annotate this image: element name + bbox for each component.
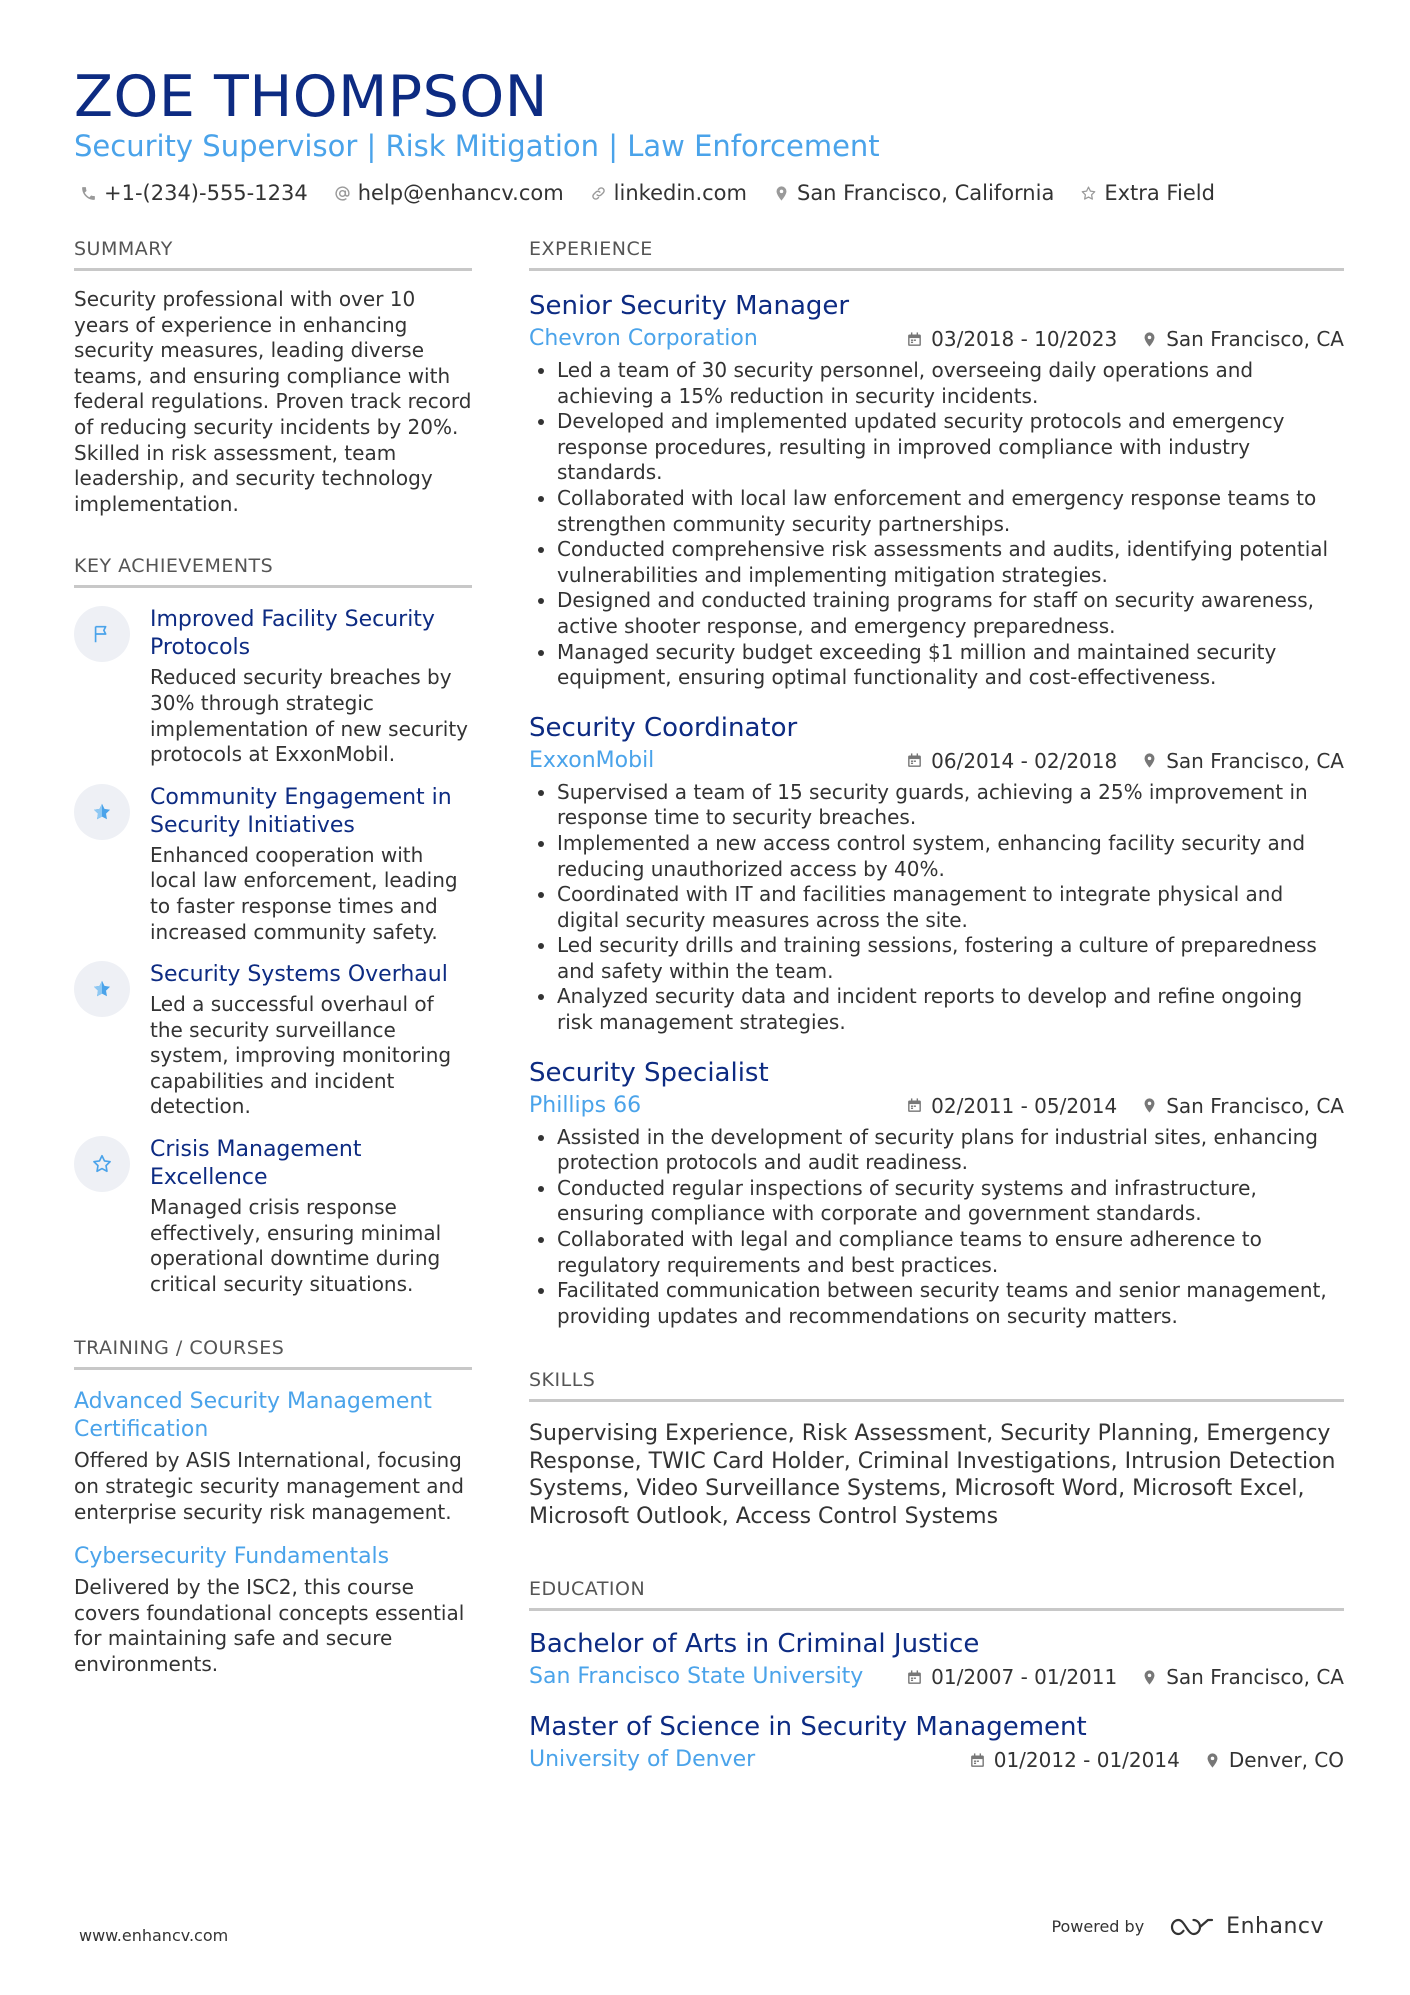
experience-section bbox=[529, 236, 1344, 1329]
job-bullets bbox=[529, 358, 1344, 691]
contact-email[interactable] bbox=[334, 181, 564, 205]
infinity-logo-icon bbox=[1168, 1915, 1216, 1939]
job-bullet: • Collaborated with legal and compliance teams to ensure adherence to regulatory requirements and best practices. bbox=[557, 1227, 1344, 1278]
achievement-icon-badge bbox=[74, 606, 130, 662]
course-desc: Delivered by the ISC2, this course covers foundational concepts essential for maintaining safe and secure environments. bbox=[74, 1575, 465, 1676]
calendar-icon bbox=[906, 1097, 923, 1114]
job-location bbox=[1141, 749, 1344, 773]
education-meta-right bbox=[969, 1748, 1344, 1772]
job-bullet: • Supervised a team of 15 security guards, achieving a 25% improvement in response time to security breaches. bbox=[557, 780, 1344, 831]
job-bullet: • Designed and conducted training programs for staff on security awareness, active shooter response, and emergency preparedness. bbox=[557, 588, 1344, 639]
email-text: help@enhancv.com bbox=[357, 181, 564, 205]
brand-name: Enhancv bbox=[1226, 1914, 1324, 1939]
achievement-icon-badge bbox=[74, 961, 130, 1017]
achievement-item bbox=[74, 961, 472, 1120]
job-bullet: • Implemented a new access control system, enhancing facility security and reducing unauthorized access by 40%. bbox=[557, 831, 1344, 882]
education-location bbox=[1204, 1748, 1344, 1772]
contact-phone[interactable] bbox=[80, 181, 308, 205]
school-name: University of Denver bbox=[529, 1747, 756, 1773]
education-meta-right bbox=[906, 1665, 1344, 1689]
location-pin-icon bbox=[1204, 1752, 1221, 1769]
skills-section bbox=[529, 1367, 1344, 1530]
achievement-icon-badge bbox=[74, 784, 130, 840]
company-name: Chevron Corporation bbox=[529, 326, 758, 351]
star-outline-icon bbox=[1080, 185, 1097, 202]
job-location-text: San Francisco, CA bbox=[1166, 748, 1344, 773]
degree-title: Master of Science in Security Management bbox=[529, 1712, 1087, 1743]
job-dates bbox=[906, 327, 1117, 351]
job-entry bbox=[529, 1056, 1344, 1330]
job-entry bbox=[529, 289, 1344, 691]
job-meta bbox=[529, 324, 1344, 354]
link-icon bbox=[590, 185, 607, 202]
education-dates-text: 01/2007 - 01/2011 bbox=[931, 1665, 1118, 1690]
achievement-title: Security Systems Overhaul bbox=[150, 962, 448, 988]
calendar-icon bbox=[906, 331, 923, 348]
star-icon bbox=[91, 801, 113, 823]
location-pin-icon bbox=[1141, 1097, 1158, 1114]
achievement-title: Community Engagement in Security Initiatives bbox=[150, 784, 452, 838]
job-bullet: • Developed and implemented updated security protocols and emergency response procedures, resulting in improved compliance with industry standards. bbox=[557, 409, 1344, 486]
job-bullet: • Led a team of 30 security personnel, overseeing daily operations and achieving a 15% reduction in security incidents. bbox=[557, 358, 1344, 409]
location-pin-icon bbox=[1141, 752, 1158, 769]
job-location-text: San Francisco, CA bbox=[1166, 327, 1344, 351]
summary-text: Security professional with over 10 years of experience in enhancing security measures, leading diverse teams, and ensuring compliance with federal regulations. Proven track record of reducing security incidents by 20%. Skilled in risk assessment, team leadership, and security technology implementation. bbox=[74, 287, 472, 516]
job-meta-right bbox=[906, 749, 1344, 773]
course-title: Cybersecurity Fundamentals bbox=[74, 1544, 390, 1570]
achievement-icon-badge bbox=[74, 1136, 130, 1192]
contact-location bbox=[773, 181, 1054, 205]
job-bullet: • Managed security budget exceeding $1 million and maintained security equipment, ensuring optimal functionality and cost-effectiveness. bbox=[557, 640, 1344, 691]
linkedin-text: linkedin.com bbox=[613, 181, 747, 205]
location-pin-icon bbox=[1141, 331, 1158, 348]
flag-icon bbox=[91, 623, 113, 645]
candidate-name: ZOE THOMPSON bbox=[74, 64, 548, 130]
job-dates bbox=[906, 749, 1117, 773]
company-name: ExxonMobil bbox=[529, 747, 655, 773]
achievement-desc: Enhanced cooperation with local law enforcement, leading to faster response times and increased community safety. bbox=[150, 842, 458, 944]
education-location-text: Denver, CO bbox=[1228, 1748, 1344, 1773]
job-bullet: • Conducted comprehensive risk assessments and audits, identifying potential vulnerabilities and implementing mitigation strategies. bbox=[557, 537, 1344, 588]
brand-logo[interactable] bbox=[1168, 1914, 1324, 1939]
achievements-section bbox=[74, 553, 472, 1297]
job-meta-right bbox=[906, 327, 1344, 351]
education-heading: EDUCATION bbox=[529, 1576, 1344, 1611]
calendar-icon bbox=[969, 1752, 986, 1769]
powered-by-text: Powered by bbox=[1051, 1917, 1145, 1936]
job-bullet: • Assisted in the development of security plans for industrial sites, enhancing protection protocols and audit readiness. bbox=[557, 1125, 1344, 1176]
experience-heading: EXPERIENCE bbox=[529, 236, 1344, 271]
course-title: Advanced Security Management Certification bbox=[74, 1389, 432, 1443]
course-desc: Offered by ASIS International, focusing on strategic security management and enterprise security risk management. bbox=[74, 1448, 464, 1524]
job-title: Senior Security Manager bbox=[529, 291, 850, 321]
extra-field-text: Extra Field bbox=[1104, 181, 1215, 205]
training-section bbox=[74, 1335, 472, 1677]
contact-bar bbox=[80, 178, 1215, 208]
calendar-icon bbox=[906, 752, 923, 769]
skills-heading: SKILLS bbox=[529, 1367, 1344, 1402]
job-dates-text: 06/2014 - 02/2018 bbox=[931, 748, 1118, 773]
education-entry bbox=[529, 1710, 1344, 1775]
location-pin-icon bbox=[1141, 1669, 1158, 1686]
footer-branding bbox=[1051, 1914, 1324, 1939]
calendar-icon bbox=[906, 1669, 923, 1686]
company-name: Phillips 66 bbox=[529, 1092, 642, 1118]
course-item bbox=[74, 1543, 472, 1677]
education-dates bbox=[906, 1665, 1117, 1689]
left-column bbox=[74, 236, 472, 1678]
achievement-item bbox=[74, 1136, 472, 1297]
job-entry bbox=[529, 711, 1344, 1036]
contact-linkedin[interactable] bbox=[590, 181, 747, 205]
right-column bbox=[529, 236, 1344, 1775]
school-name: San Francisco State University bbox=[529, 1664, 864, 1690]
education-dates-text: 01/2012 - 01/2014 bbox=[993, 1748, 1180, 1773]
job-bullet: • Led security drills and training sessions, fostering a culture of preparedness and safety within the team. bbox=[557, 933, 1344, 984]
education-location-text: San Francisco, CA bbox=[1166, 1665, 1344, 1690]
job-title: Security Specialist bbox=[529, 1057, 769, 1088]
footer-website-link[interactable]: www.enhancv.com bbox=[79, 1926, 229, 1945]
headline: Security Supervisor | Risk Mitigation | Law Enforcement bbox=[74, 129, 880, 163]
star-outline-icon bbox=[91, 1153, 113, 1175]
job-bullet: • Coordinated with IT and facilities management to integrate physical and digital security measures across the site. bbox=[557, 882, 1344, 933]
skills-text: Supervising Experience, Risk Assessment, Security Planning, Emergency Response, TWIC Card Holder, Criminal Investigations, Intrusion Detection Systems, Video Surveillance Systems, Microsoft Word, Microsoft Excel, Microsoft Outlook, Access Control Systems bbox=[529, 1421, 1336, 1529]
achievement-title: Crisis Management Excellence bbox=[150, 1137, 362, 1191]
achievement-desc: Reduced security breaches by 30% through strategic implementation of new security protocols at ExxonMobil. bbox=[150, 665, 469, 767]
job-location bbox=[1141, 327, 1344, 351]
degree-title: Bachelor of Arts in Criminal Justice bbox=[529, 1629, 980, 1660]
education-dates bbox=[969, 1748, 1180, 1772]
job-location bbox=[1141, 1094, 1344, 1118]
achievement-desc: Led a successful overhaul of the security surveillance system, improving monitoring capabilities and incident detection. bbox=[150, 992, 452, 1119]
job-bullets bbox=[529, 780, 1344, 1036]
job-bullet: • Collaborated with local law enforcement and emergency response teams to strengthen community security partnerships. bbox=[557, 486, 1344, 537]
job-bullets bbox=[529, 1125, 1344, 1330]
education-meta bbox=[529, 1745, 1344, 1775]
location-text: San Francisco, California bbox=[796, 181, 1055, 205]
job-dates bbox=[906, 1094, 1117, 1118]
education-entry bbox=[529, 1627, 1344, 1692]
job-bullet: • Conducted regular inspections of security systems and infrastructure, ensuring compliance with corporate and government standards. bbox=[557, 1176, 1344, 1227]
training-heading: TRAINING / COURSES bbox=[74, 1335, 472, 1370]
star-icon bbox=[91, 978, 113, 1000]
phone-text: +1-(234)-555-1234 bbox=[104, 181, 308, 205]
job-meta bbox=[529, 746, 1344, 776]
job-bullet: • Analyzed security data and incident reports to develop and refine ongoing risk management strategies. bbox=[557, 984, 1344, 1035]
location-pin-icon bbox=[773, 185, 790, 202]
at-icon bbox=[334, 185, 351, 202]
achievement-item bbox=[74, 784, 472, 945]
course-item bbox=[74, 1388, 472, 1525]
achievement-desc: Managed crisis response effectively, ensuring minimal operational downtime during critical security situations. bbox=[150, 1195, 442, 1296]
job-location-text: San Francisco, CA bbox=[1166, 1093, 1344, 1118]
achievement-title: Improved Facility Security Protocols bbox=[150, 607, 435, 661]
job-meta bbox=[529, 1091, 1344, 1121]
achievements-heading: KEY ACHIEVEMENTS bbox=[74, 553, 472, 588]
job-meta-right bbox=[906, 1094, 1344, 1118]
education-section bbox=[529, 1576, 1344, 1775]
summary-section bbox=[74, 236, 472, 517]
education-meta bbox=[529, 1662, 1344, 1692]
achievement-item bbox=[74, 606, 472, 767]
education-location bbox=[1141, 1665, 1344, 1689]
job-dates-text: 03/2018 - 10/2023 bbox=[931, 327, 1118, 351]
job-dates-text: 02/2011 - 05/2014 bbox=[931, 1093, 1118, 1118]
contact-extra bbox=[1080, 181, 1215, 205]
job-title: Security Coordinator bbox=[529, 712, 798, 743]
job-bullet: • Facilitated communication between security teams and senior management, providing updates and recommendations on security matters. bbox=[557, 1278, 1344, 1329]
phone-icon bbox=[80, 185, 97, 202]
summary-heading: SUMMARY bbox=[74, 236, 472, 271]
